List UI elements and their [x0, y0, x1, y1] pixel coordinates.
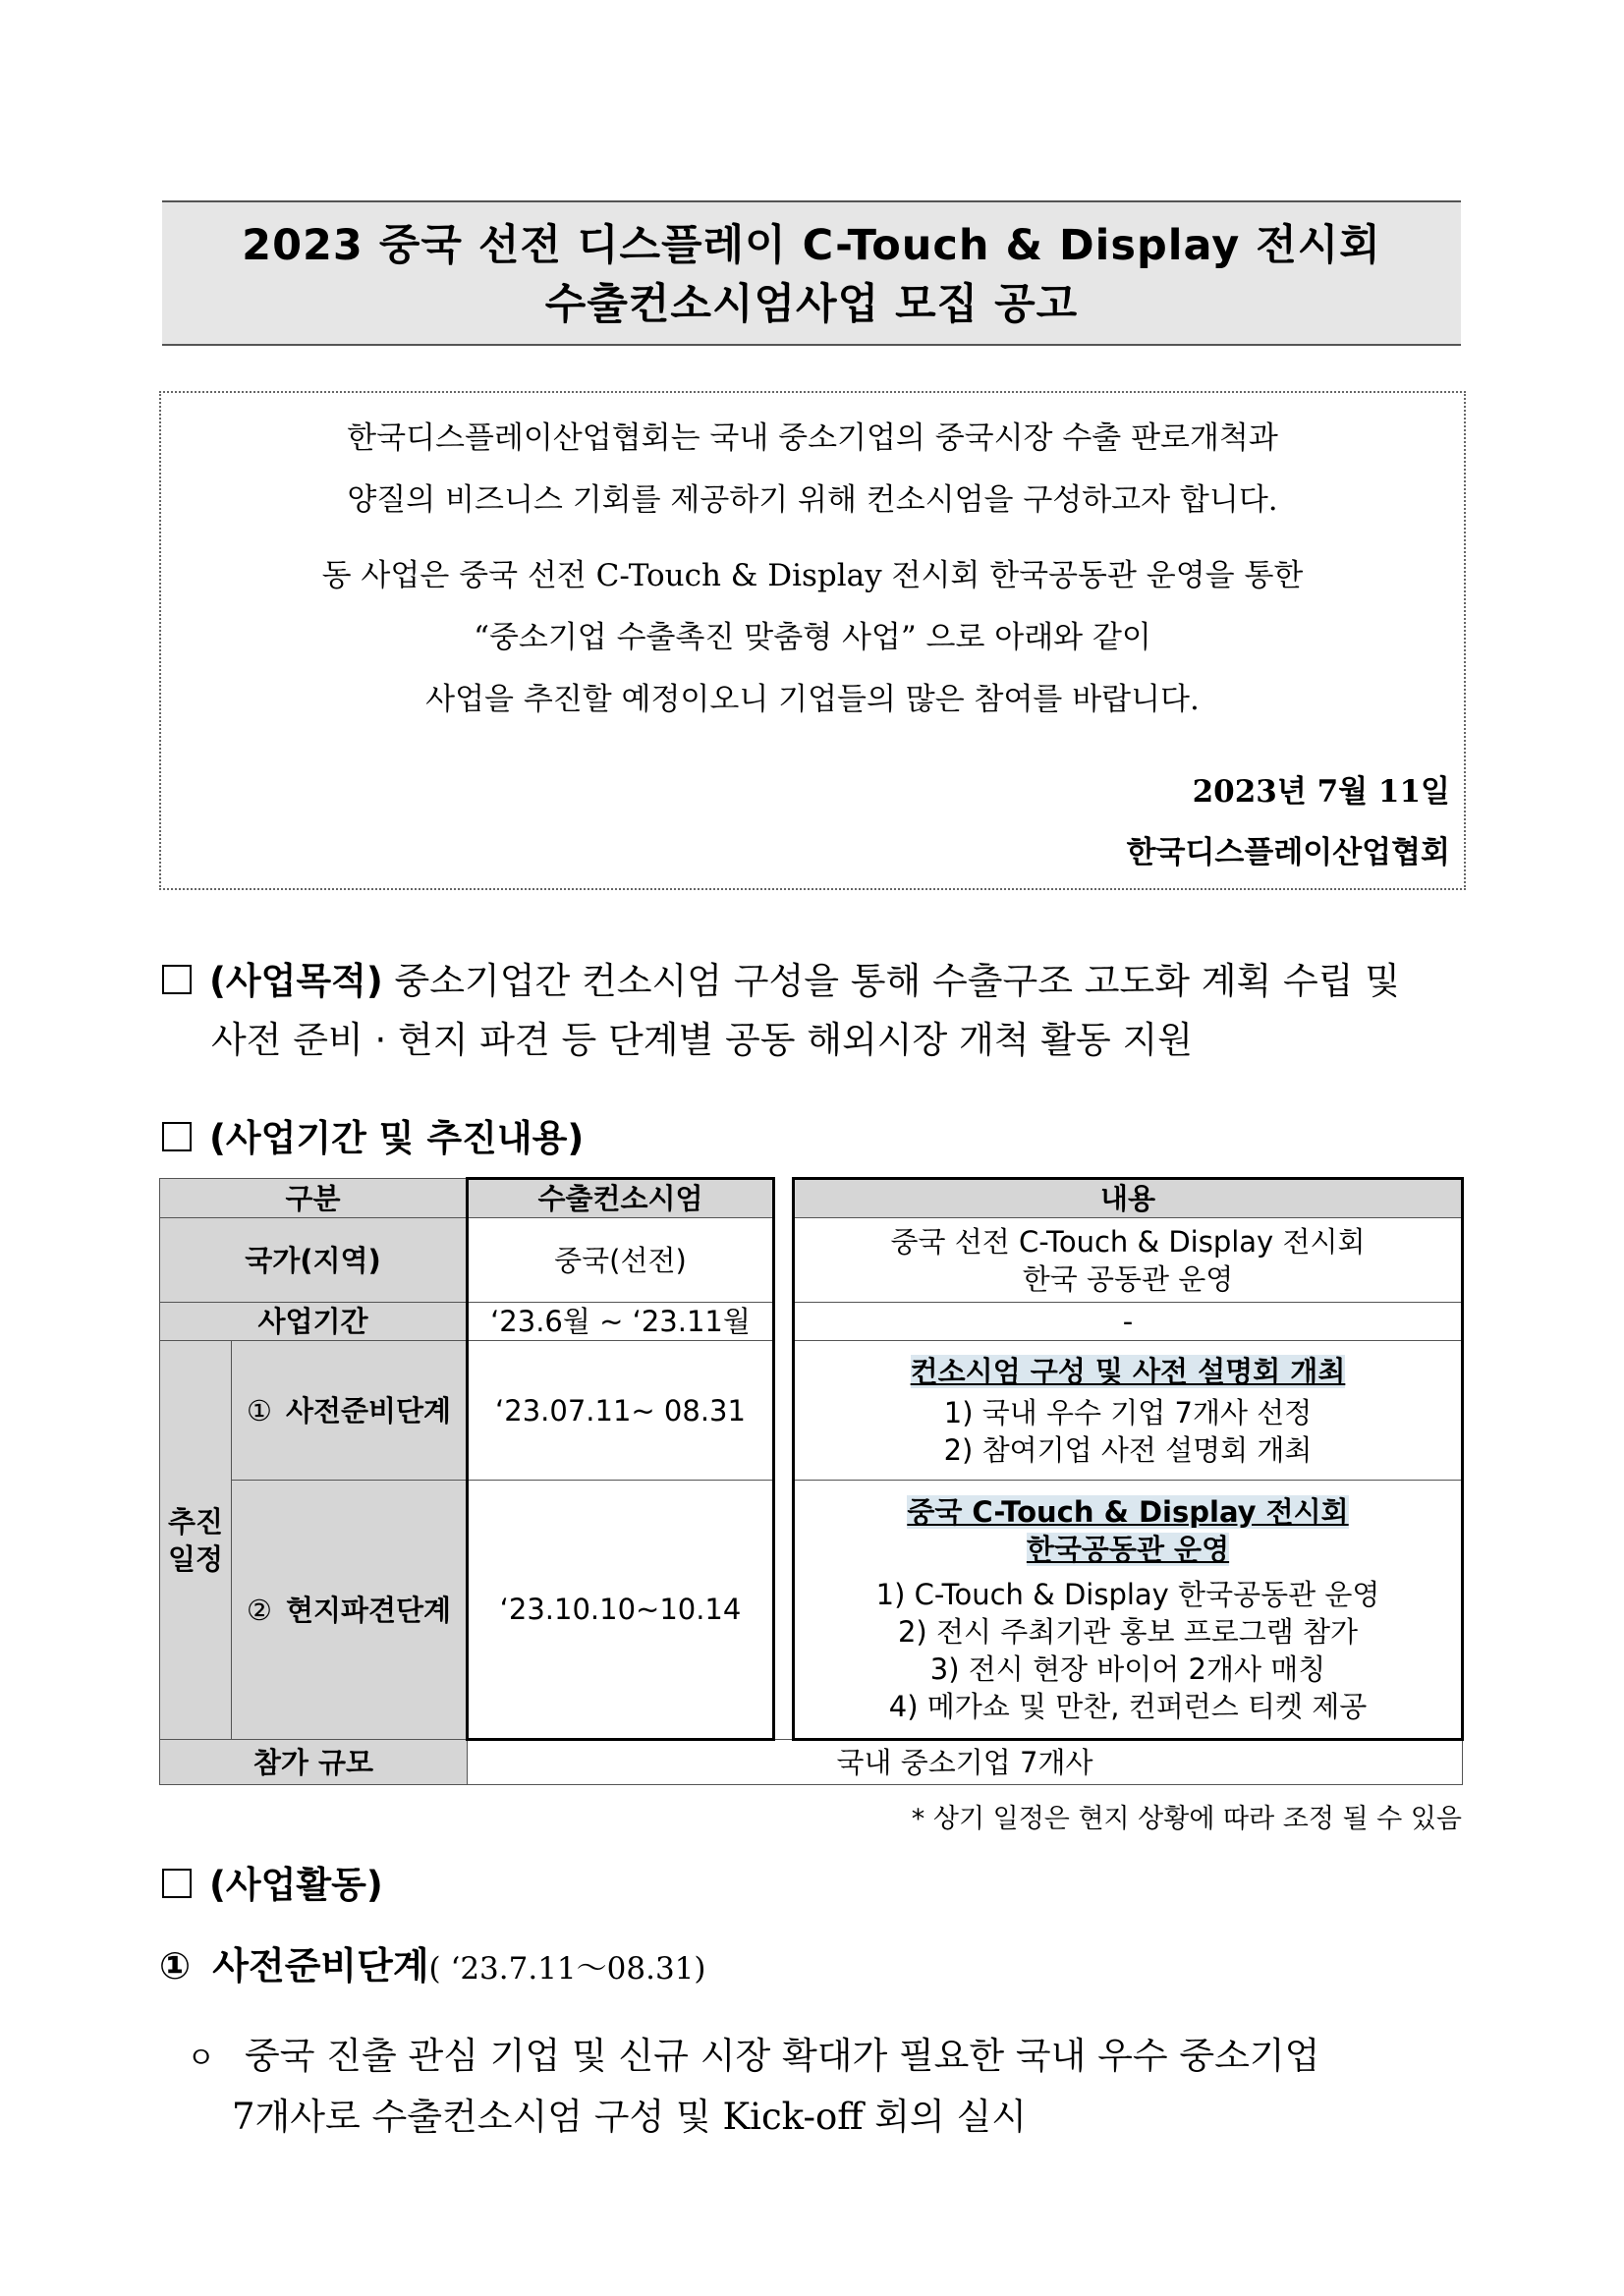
period-label: (사업기간 및 추진내용) [209, 1117, 585, 1159]
period-row-content: - [794, 1303, 1463, 1341]
intro-line-5: 사업을 추진할 예정이오니 기업들의 많은 참여를 바랍니다. [425, 682, 1200, 717]
stage2-item-1: 1) C-Touch & Display 한국공동관 운영 [875, 1578, 1380, 1611]
country-label: 국가(지역) [160, 1218, 468, 1303]
activity-stage-heading [159, 1935, 706, 1989]
header-consortium: 수출컨소시엄 [468, 1179, 774, 1218]
stage2-label-text: 현지파견단계 [285, 1593, 452, 1627]
schedule-label [160, 1341, 232, 1740]
activity-stage-number: ① [159, 1944, 192, 1988]
activity-stage-title: 사전준비단계 [212, 1944, 429, 1988]
table-gap [774, 1481, 794, 1740]
table-gap [774, 1179, 794, 1218]
stage2-item-2: 2) 전시 주최기관 홍보 프로그램 참가 [897, 1615, 1359, 1649]
stage1-item-2: 2) 참여기업 사전 설명회 개최 [943, 1432, 1313, 1467]
stage2-heading-2: 한국공동관 운영 [1026, 1533, 1230, 1566]
intro-line-4: “중소기업 수출촉진 맞춤형 사업” 으로 아래와 같이 [474, 620, 1151, 655]
table-gap [774, 1218, 794, 1303]
table-header-row [160, 1179, 1463, 1218]
table-row-stage2 [160, 1481, 1463, 1740]
purpose-text-2: 사전 준비 · 현지 파견 등 단계별 공동 해외시장 개척 활동 지원 [211, 1019, 1193, 1061]
stage1-label [232, 1341, 468, 1481]
stage2-item-4: 4) 메가쇼 및 만찬, 컨퍼런스 티켓 제공 [888, 1690, 1368, 1723]
stage2-label [232, 1481, 468, 1740]
period-section [162, 1108, 584, 1161]
country-content-line-1: 중국 선전 C-Touch & Display 전시회 [890, 1224, 1366, 1259]
country-content-line-2: 한국 공동관 운영 [1022, 1261, 1234, 1296]
table-row-period [160, 1303, 1463, 1341]
activity-stage-period: ( ‘23.7.11～08.31) [428, 1951, 706, 1987]
intro-line-3: 동 사업은 중국 선전 C-Touch & Display 전시회 한국공동관 운영을 통한 [321, 558, 1304, 593]
purpose-text-1: 중소기업간 컨소시엄 구성을 통해 수출구조 고도화 계획 수립 및 [382, 960, 1400, 1002]
schedule-label-line-1: 추진 [167, 1504, 224, 1539]
checkbox-square-icon [162, 1869, 192, 1898]
intro-box [159, 391, 1466, 890]
scale-value: 국내 중소기업 7개사 [468, 1740, 1463, 1785]
stage2-content [794, 1481, 1463, 1740]
table-row-scale [160, 1740, 1463, 1785]
title-box [162, 200, 1461, 346]
stage1-content [794, 1341, 1463, 1481]
stage2-item-3: 3) 전시 현장 바이어 2개사 매칭 [929, 1652, 1326, 1686]
stage1-heading: 컨소시엄 구성 및 사전 설명회 개최 [910, 1354, 1346, 1388]
stage2-heading-1: 중국 C-Touch & Display 전시회 [907, 1495, 1349, 1529]
country-value: 중국(선전) [468, 1218, 774, 1303]
table-gap [774, 1341, 794, 1481]
stage1-number: ① [246, 1393, 272, 1428]
schedule-note: * 상기 일정은 현지 상황에 따라 조정 될 수 있음 [911, 1804, 1462, 1834]
page-subtitle: 수출컨소시엄사업 모집 공고 [544, 280, 1079, 329]
stage2-date: ‘23.10.10~10.14 [468, 1481, 774, 1740]
intro-date: 2023년 7월 11일 [1192, 774, 1450, 810]
bullet-mark: ㅇ [187, 2042, 215, 2076]
activity-bullet-text-2: 7개사로 수출컨소시엄 구성 및 Kick-off 회의 실시 [232, 2096, 1028, 2138]
schedule-label-line-2: 일정 [167, 1541, 224, 1576]
header-content: 내용 [794, 1179, 1463, 1218]
intro-line-2: 양질의 비즈니스 기회를 제공하기 위해 컨소시엄을 구성하고자 합니다. [347, 482, 1278, 518]
purpose-section [162, 951, 1400, 1004]
stage1-date: ‘23.07.11~ 08.31 [468, 1341, 774, 1481]
intro-organization: 한국디스플레이산업협회 [1126, 835, 1450, 870]
stage1-label-text: 사전준비단계 [285, 1393, 452, 1428]
intro-line-1: 한국디스플레이산업협회는 국내 중소기업의 중국시장 수출 판로개척과 [347, 420, 1278, 456]
page-title: 2023 중국 선전 디스플레이 C-Touch & Display 전시회 [242, 221, 1381, 270]
activity-section [162, 1855, 383, 1908]
period-row-value: ‘23.6월 ~ ‘23.11월 [468, 1303, 774, 1341]
purpose-label: (사업목적) [209, 960, 383, 1002]
table-row-stage1 [160, 1341, 1463, 1481]
scale-label: 참가 규모 [160, 1740, 468, 1785]
period-row-label: 사업기간 [160, 1303, 468, 1341]
stage1-item-1: 1) 국내 우수 기업 7개사 선정 [943, 1395, 1313, 1429]
checkbox-square-icon [162, 965, 192, 994]
checkbox-square-icon [162, 1122, 192, 1151]
activity-bullet-text-1: 중국 진출 관심 기업 및 신규 시장 확대가 필요한 국내 우수 중소기업 [244, 2035, 1320, 2077]
header-category: 구분 [160, 1179, 468, 1218]
table-row-country [160, 1218, 1463, 1303]
table-gap [774, 1303, 794, 1341]
activity-bullet-1 [187, 2026, 1319, 2079]
stage2-number: ② [246, 1593, 272, 1627]
country-content [794, 1218, 1463, 1303]
program-table [159, 1177, 1464, 1785]
activity-label: (사업활동) [209, 1864, 383, 1906]
